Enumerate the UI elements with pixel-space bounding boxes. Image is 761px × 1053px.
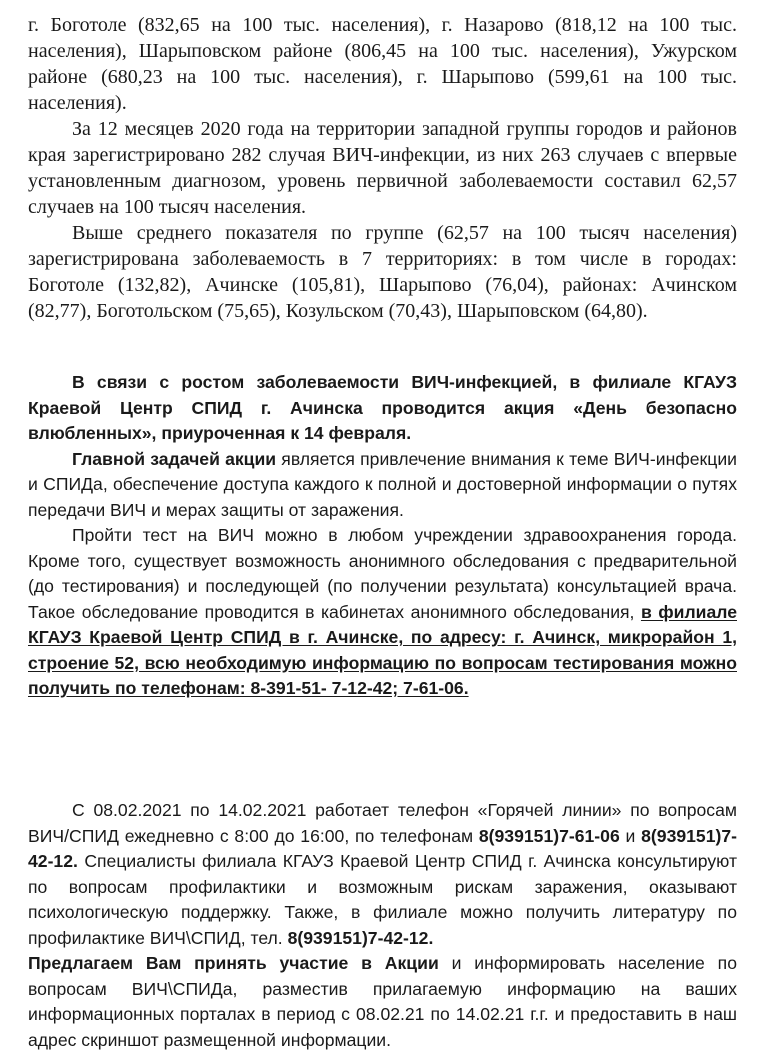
hotline-section [28, 798, 737, 1053]
invitation-lead: Предлагаем Вам принять участие в Акции [28, 953, 439, 973]
hotline-text-1: С 08.02.2021 по 14.02.2021 работает телефон «Горячей линии» по вопросам ВИЧ/СПИД ежедневно с 8:00 до 16:00, по телефонам [28, 800, 737, 846]
testing-info [28, 523, 737, 702]
campaign-goal-text: является привлечение внимания к теме ВИЧ-инфекции и СПИДа, обеспечение доступа каждого к полной и достоверной информации о путях передачи ВИЧ и мерах защиты от заражения. [28, 448, 737, 520]
campaign-goal [28, 447, 737, 524]
invitation-paragraph [28, 951, 737, 1053]
paragraph-2020-summary: За 12 месяцев 2020 года на территории западной группы городов и районов края зарегистрировано 282 случая ВИЧ-инфекции, из них 263 случаев с впервые установленным диагнозом, уровень первичной заболеваемости составил 62,57 случаев на 100 тысяч населения. [28, 118, 737, 218]
campaign-announcement: В связи с ростом заболеваемости ВИЧ-инфекцией, в филиале КГАУЗ Краевой Центр СПИД г. Ачинска проводится акция «День безопасно влюбленных», приуроченная к 14 февраля. [28, 372, 737, 443]
paragraph-above-average: Выше среднего показателя по группе (62,57 на 100 тысяч населения) зарегистрирована заболеваемость в 7 территориях: в том числе в городах: Боготоле (132,82), Ачинске (105,81), Шарыпово (76,04), районах: Ачинском (82,77), Боготольском (75,65), Козульском (70,43), Шарыповском (64,80). [28, 222, 737, 322]
hotline-and: и [619, 825, 642, 846]
hotline-text-2: Специалисты филиала КГАУЗ Краевой Центр СПИД г. Ачинска консультируют по вопросам профилактики и возможным рискам заражения, оказывают психологическую поддержку. Также, в филиале можно получить литературу по профилактике ВИЧ\СПИД, тел. [28, 851, 737, 948]
invitation-text: и информировать население по вопросам ВИЧ\СПИДа, разместив прилагаемую информацию на ваших информационных порталах в период с 08.02.21 по 14.02.21 г.г. и предоставить в наш адрес скриншот размещенной информации. [28, 953, 737, 1050]
hotline-paragraph [28, 798, 737, 951]
paragraph-incidence-list: г. Боготоле (832,65 на 100 тыс. населения), г. Назарово (818,12 на 100 тыс. населения), Шарыповском районе (806,45 на 100 тыс. населения), Ужурском районе (680,23 на 100 тыс. населения), г. Шарыпово (599,61 на 100 тыс. населения). [28, 14, 737, 114]
campaign-goal-lead: Главной задачей акции [72, 448, 277, 469]
hotline-phone-3: 8(939151)7-42-12. [287, 927, 434, 948]
testing-address-phones: в филиале КГАУЗ Краевой Центр СПИД в г. Ачинске, по адресу: г. Ачинск, микрорайон 1, строение 52, всю необходимую информацию по вопросам тестирования можно получить по телефонам: 8-391-51- 7-12-42; 7-61-06. [28, 601, 737, 698]
hotline-phone-1: 8(939151)7-61-06 [478, 825, 620, 846]
statistics-section [28, 12, 737, 324]
testing-info-text: Пройти тест на ВИЧ можно в любом учреждении здравоохранения города. Кроме того, существует возможность анонимного обследования с предварительной (до тестирования) и последующей (по получении результата) консультацией врача. Такое обследование проводится в кабинетах анонимного обследования, [28, 525, 737, 622]
campaign-section [28, 370, 737, 702]
hotline-phone-2: 8(939151)7-42-12. [28, 825, 737, 871]
